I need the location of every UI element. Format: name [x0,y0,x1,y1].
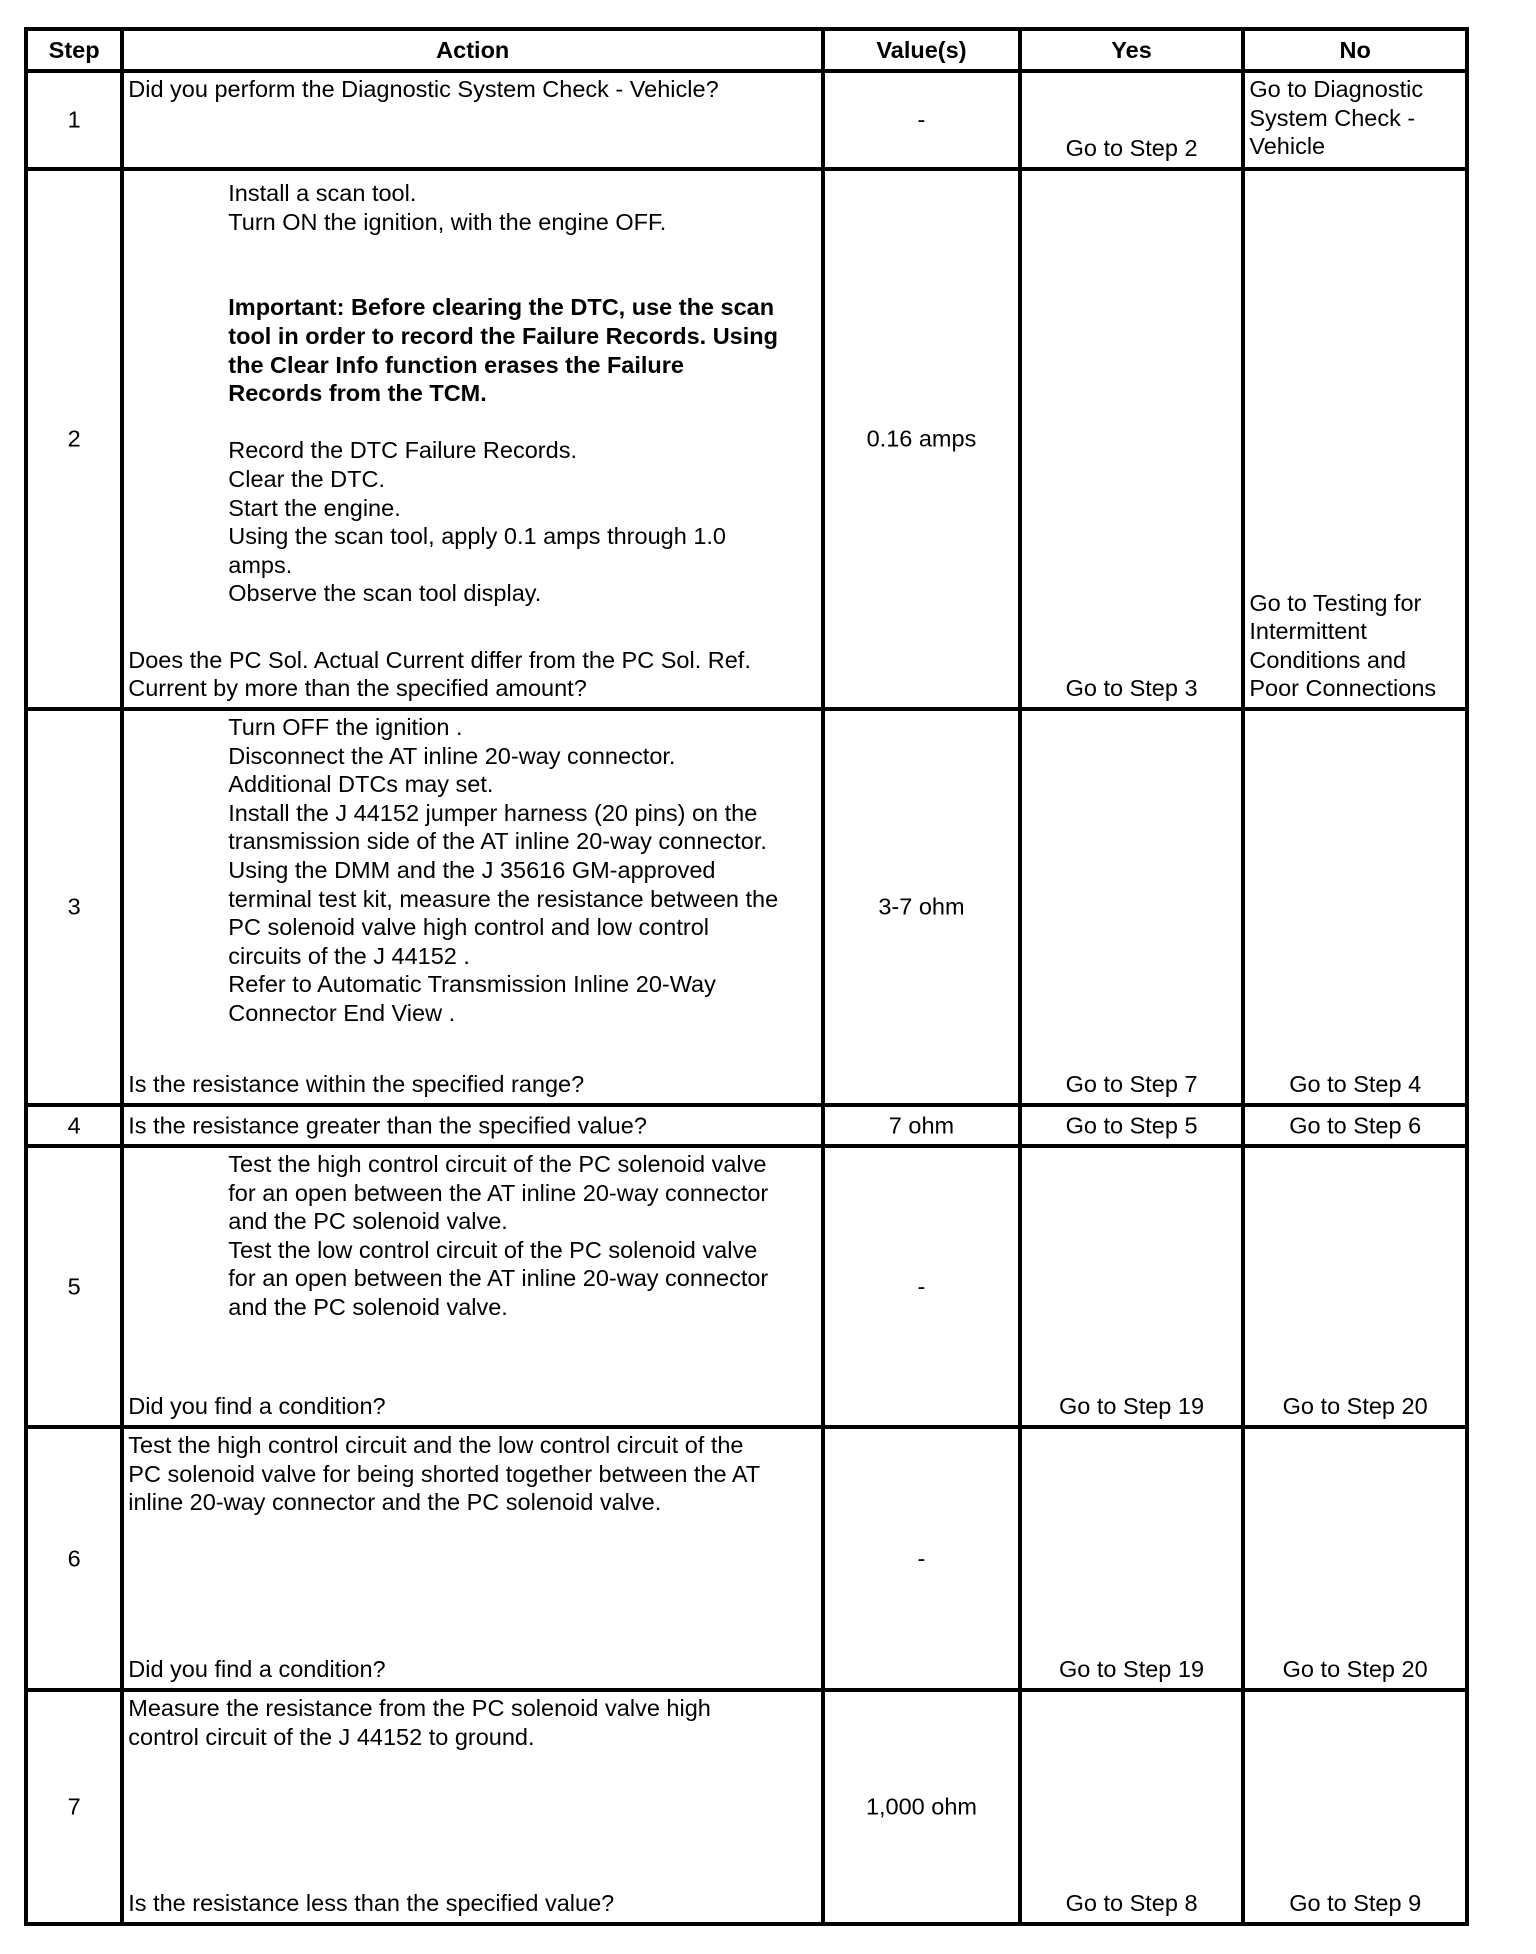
action-cell [122,709,823,1105]
value-text: 7 ohm [888,1112,955,1139]
yes-cell [1020,1105,1244,1146]
step-cell [26,71,122,169]
action-steps: Install a scan tool. Turn ON the ignition, with the engine OFF. Important: Before clearing the DTC, use the scan tool in order to record the Failure Records. Using the Clear Info function erases the Failure Records from the TCM. Record the DTC Failure Records. Clear the DTC. Start the engine. Using the scan tool, apply 0.1 amps through 1.0 amps. Observe the scan tool display. [128,179,819,608]
table-row-step-3 [26,709,1467,1105]
value-text: - [917,106,926,133]
value-text: - [917,1273,926,1300]
diagnostic-table [24,27,1469,1926]
step-cell [26,1690,122,1924]
no-cell [1243,709,1467,1105]
yes-cell [1020,169,1244,709]
header-no: No [1243,29,1467,71]
value-cell [823,1105,1020,1146]
yes-cell [1020,1427,1244,1690]
yes-cell [1020,71,1244,169]
step-cell [26,169,122,709]
yes-link[interactable]: Go to Step 2 [1065,135,1198,162]
header-yes: Yes [1020,29,1244,71]
table-row-step-4 [26,1105,1467,1146]
step-number: 7 [67,1793,81,1820]
value-cell [823,1690,1020,1924]
yes-link[interactable]: Go to Step 3 [1065,675,1198,702]
action-question: Is the resistance greater than the specified value? [128,1112,647,1139]
step-number: 6 [67,1545,81,1572]
no-link[interactable]: Go to Step 20 [1282,1393,1428,1420]
action-question: Did you find a condition? [128,1656,386,1683]
table-row-step-6 [26,1427,1467,1690]
no-link[interactable]: Go to Step 4 [1289,1071,1422,1098]
action-text: Test the high control circuit and the low control circuit of the PC solenoid valve for being shorted together between the AT inline 20-way connector and the PC solenoid valve. [128,1432,761,1516]
step-number: 4 [67,1112,81,1139]
step-cell [26,709,122,1105]
header-values: Value(s) [823,29,1020,71]
important-note: Important: Before clearing the DTC, use the scan tool in order to record the Failure Records. Using the Clear Info function erases the Failure Records from the TCM. [228,294,778,407]
no-cell [1243,1105,1467,1146]
action-cell [122,1146,823,1427]
action-text: Measure the resistance from the PC solenoid valve high control circuit of the J 44152 to ground. [128,1695,711,1750]
no-cell [1243,1427,1467,1690]
value-cell [823,1146,1020,1427]
action-cell [122,169,823,709]
yes-link[interactable]: Go to Step 5 [1065,1112,1198,1139]
step-number: 5 [67,1273,81,1300]
yes-link[interactable]: Go to Step 19 [1059,1393,1205,1420]
table-row-step-5 [26,1146,1467,1427]
header-action: Action [122,29,823,71]
step-number: 1 [67,106,81,133]
value-cell [823,71,1020,169]
action-question: Did you perform the Diagnostic System Check - Vehicle? [128,76,719,102]
value-cell [823,1427,1020,1690]
action-cell [122,1690,823,1924]
table-row-step-7 [26,1690,1467,1924]
yes-link[interactable]: Go to Step 7 [1065,1071,1198,1098]
yes-cell [1020,1146,1244,1427]
yes-link[interactable]: Go to Step 8 [1065,1890,1198,1917]
no-cell [1243,71,1467,169]
value-text: 3-7 ohm [878,893,965,920]
table-row-step-2 [26,169,1467,709]
no-cell [1243,169,1467,709]
step-cell [26,1146,122,1427]
no-link[interactable]: Go to Step 9 [1289,1890,1422,1917]
action-question: Did you find a condition? [128,1393,386,1420]
no-link[interactable]: Go to Diagnostic System Check - Vehicle [1249,76,1424,160]
action-steps: Turn OFF the ignition . Disconnect the AT inline 20-way connector. Additional DTCs may set. Install the J 44152 jumper harness (20 pins) on the transmission side of the AT inline 20-way connector. Using the DMM and the J 35616 GM-approved terminal test kit, measure the resistance between the PC solenoid valve high control and low control circuits of the J 44152 . Refer to Automatic Transmission Inline 20-Way Connector End View . [228,714,779,1026]
header-row [26,29,1467,71]
no-link[interactable]: Go to Step 6 [1289,1112,1422,1139]
action-question: Is the resistance less than the specified value? [128,1890,615,1917]
value-text: 1,000 ohm [865,1793,977,1820]
action-cell [122,1105,823,1146]
action-cell [122,71,823,169]
no-link[interactable]: Go to Step 20 [1282,1656,1428,1683]
action-cell [122,1427,823,1690]
yes-cell [1020,709,1244,1105]
yes-link[interactable]: Go to Step 19 [1059,1656,1205,1683]
value-text: 0.16 amps [866,425,977,452]
no-cell [1243,1146,1467,1427]
yes-cell [1020,1690,1244,1924]
action-steps: Test the high control circuit of the PC solenoid valve for an open between the AT inline 20-way connector and the PC solenoid valve. Test the low control circuit of the PC solenoid valve for an open between the AT inline 20-way connector and the PC solenoid valve. [228,1151,769,1320]
value-cell [823,169,1020,709]
step-number: 2 [67,425,81,452]
step-cell [26,1427,122,1690]
table-row-step-1 [26,71,1467,169]
action-question: Is the resistance within the specified range? [128,1071,585,1098]
no-cell [1243,1690,1467,1924]
value-text: - [917,1545,926,1572]
action-question: Does the PC Sol. Actual Current differ from the PC Sol. Ref. Current by more than the specified amount? [128,646,751,702]
step-cell [26,1105,122,1146]
step-number: 3 [67,893,81,920]
no-link[interactable]: Go to Testing for Intermittent Conditions and Poor Connections [1249,589,1437,702]
header-step: Step [26,29,122,71]
value-cell [823,709,1020,1105]
